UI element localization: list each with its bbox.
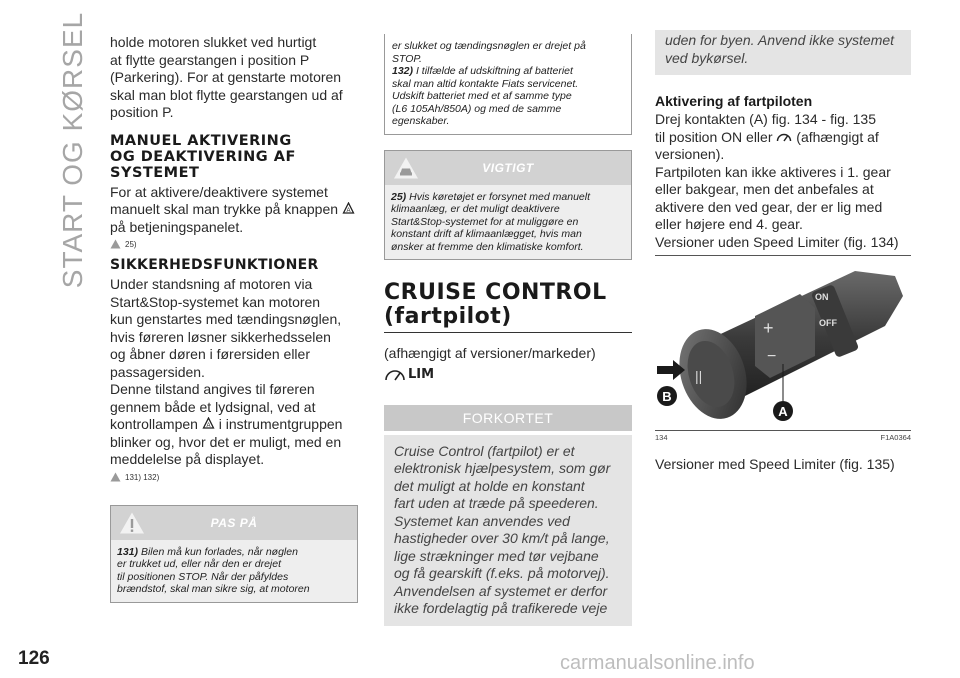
label-b: B: [662, 389, 672, 404]
safety-functions-text: Under standsning af motoren via Start&Stop-systemet kan motoren kun genstartes med tændingsnøglen, hvis føreren løsner sikkerhedsselen og åbner døren i førersiden eller passagersiden. Denne tilstand angives til føreren gennem både et lydsignal, ved at kontrollampen A i instrumentgruppen blinker og, hvor det er muligt, med en meddelelse på displayet.: [110, 276, 343, 467]
car-info-icon: [393, 156, 419, 180]
title-underline: [384, 332, 632, 333]
note-ref-131-132: 131) 132): [110, 472, 358, 482]
side-chapter-title: [56, 11, 90, 289]
cruise-speedometer-icon: [384, 367, 406, 383]
figure-number: 134: [655, 433, 668, 442]
side-chapter-title-text: START OG KØRSEL: [57, 11, 88, 289]
column-2: [384, 34, 632, 626]
intro-paragraph: holde motoren slukket ved hurtigt at flytte gearstangen i position P (Parkering). For at genstarte motoren skal man blot flytte gearstangen ud af position P.: [110, 34, 343, 120]
cruise-control-subtitle: (afhængigt af versioner/markeder): [384, 345, 596, 361]
warning-box-header: PAS PÅ: [111, 506, 357, 540]
cruise-control-title: CRUISE CONTROL (fartpilot): [384, 282, 632, 333]
svg-text:A: A: [346, 208, 351, 214]
warning-triangle-icon: [119, 511, 145, 535]
vigtigt-important-box: [384, 150, 632, 261]
start-stop-warning-light-icon: [202, 417, 215, 430]
plus-mark: +: [763, 318, 774, 338]
label-a: A: [778, 404, 788, 419]
figure-code: F1A0364: [880, 433, 911, 442]
important-box-header: VIGTIGT: [385, 151, 631, 185]
cruise-speedometer-icon: [776, 131, 792, 143]
knob-mark: ||: [695, 368, 703, 384]
on-mark: ON: [815, 292, 829, 302]
forkortet-panel-continuation: uden for byen. Anvend ikke systemet ved bykørsel.: [655, 30, 911, 75]
important-box-body: 25) Hvis køretøjet er forsynet med manuelt klimaanlæg, er det muligt deaktivere Start&Stop-systemet for at muliggøre en konstant drift af klimaanlægget, hvis man ønsker at fremme den klimatiske komfort.: [391, 190, 590, 253]
note-ref-25: 25): [110, 239, 358, 249]
version-with-limiter-text: Versioner med Speed Limiter (fig. 135): [655, 456, 895, 472]
cruise-control-stalk-illustration: [655, 256, 911, 430]
figure-134: [655, 255, 911, 431]
manual-activation-heading: MANUEL AKTIVERING OG DEAKTIVERING AF SYSTEMET: [110, 132, 296, 181]
warning-triangle-icon: [110, 239, 121, 249]
svg-text:A: A: [206, 423, 211, 429]
column-1: [110, 34, 358, 603]
warning-triangle-icon: [110, 472, 121, 482]
minus-mark: −: [767, 348, 777, 365]
speed-limiter-icon-label: LIM: [408, 367, 435, 382]
footer-watermark: carmanualsonline.info: [560, 652, 755, 674]
forkortet-band: FORKORTET: [384, 405, 632, 431]
activation-text: Drej kontakten (A) fig. 134 - fig. 135 til position ON eller (afhængigt af versionen). Fartpiloten kan ikke aktiveres i 1. gear eller bakgear, men det anbefales at aktivere den ved gear, der er lig med eller højere end 4. gear. Versioner uden Speed Limiter (fig. 134): [655, 111, 899, 250]
manual-activation-text: For at aktivere/deaktivere systemet manuelt skal man trykke på knappen A på betjeningspanelet.: [110, 184, 358, 237]
start-stop-icon: [342, 202, 355, 215]
warning-continuation-box: er slukket og tændingsnøglen er drejet på STOP. 132) I tilfælde af udskiftning af batteriet skal man altid kontakte Fiats servicenet. Udskift batteriet med et af samme type (L6 105Ah/850A) og med de samme egenskaber.: [384, 34, 632, 135]
figure-caption-row: [655, 433, 911, 442]
forkortet-panel: Cruise Control (fartpilot) er et elektronisk hjælpesystem, som gør det muligt at holde en konstant fart uden at træde på speederen. Systemet kan anvendes ved hastigheder over 30 km/t på lange, lige strækninger med tør vejbane og få gearskift (f.eks. på motorvej). Anvendelsen af systemet er derfor ikke fordelagtig på trafikerede veje: [384, 435, 632, 626]
warning-box-body: 131) Bilen må kun forlades, når nøglen er trukket ud, eller når den er drejet til positionen STOP. Når der påfyldes brændstof, skal man sikre sig, at motoren: [117, 545, 310, 595]
off-mark: OFF: [819, 318, 837, 328]
speed-limiter-icon-row: [384, 365, 632, 385]
safety-functions-heading: SIKKERHEDSFUNKTIONER: [110, 257, 319, 273]
pas-paa-warning-box: [110, 505, 358, 603]
column-3: [655, 34, 911, 474]
page-number: 126: [18, 648, 50, 669]
activation-heading: Aktivering af fartpiloten: [655, 93, 813, 109]
